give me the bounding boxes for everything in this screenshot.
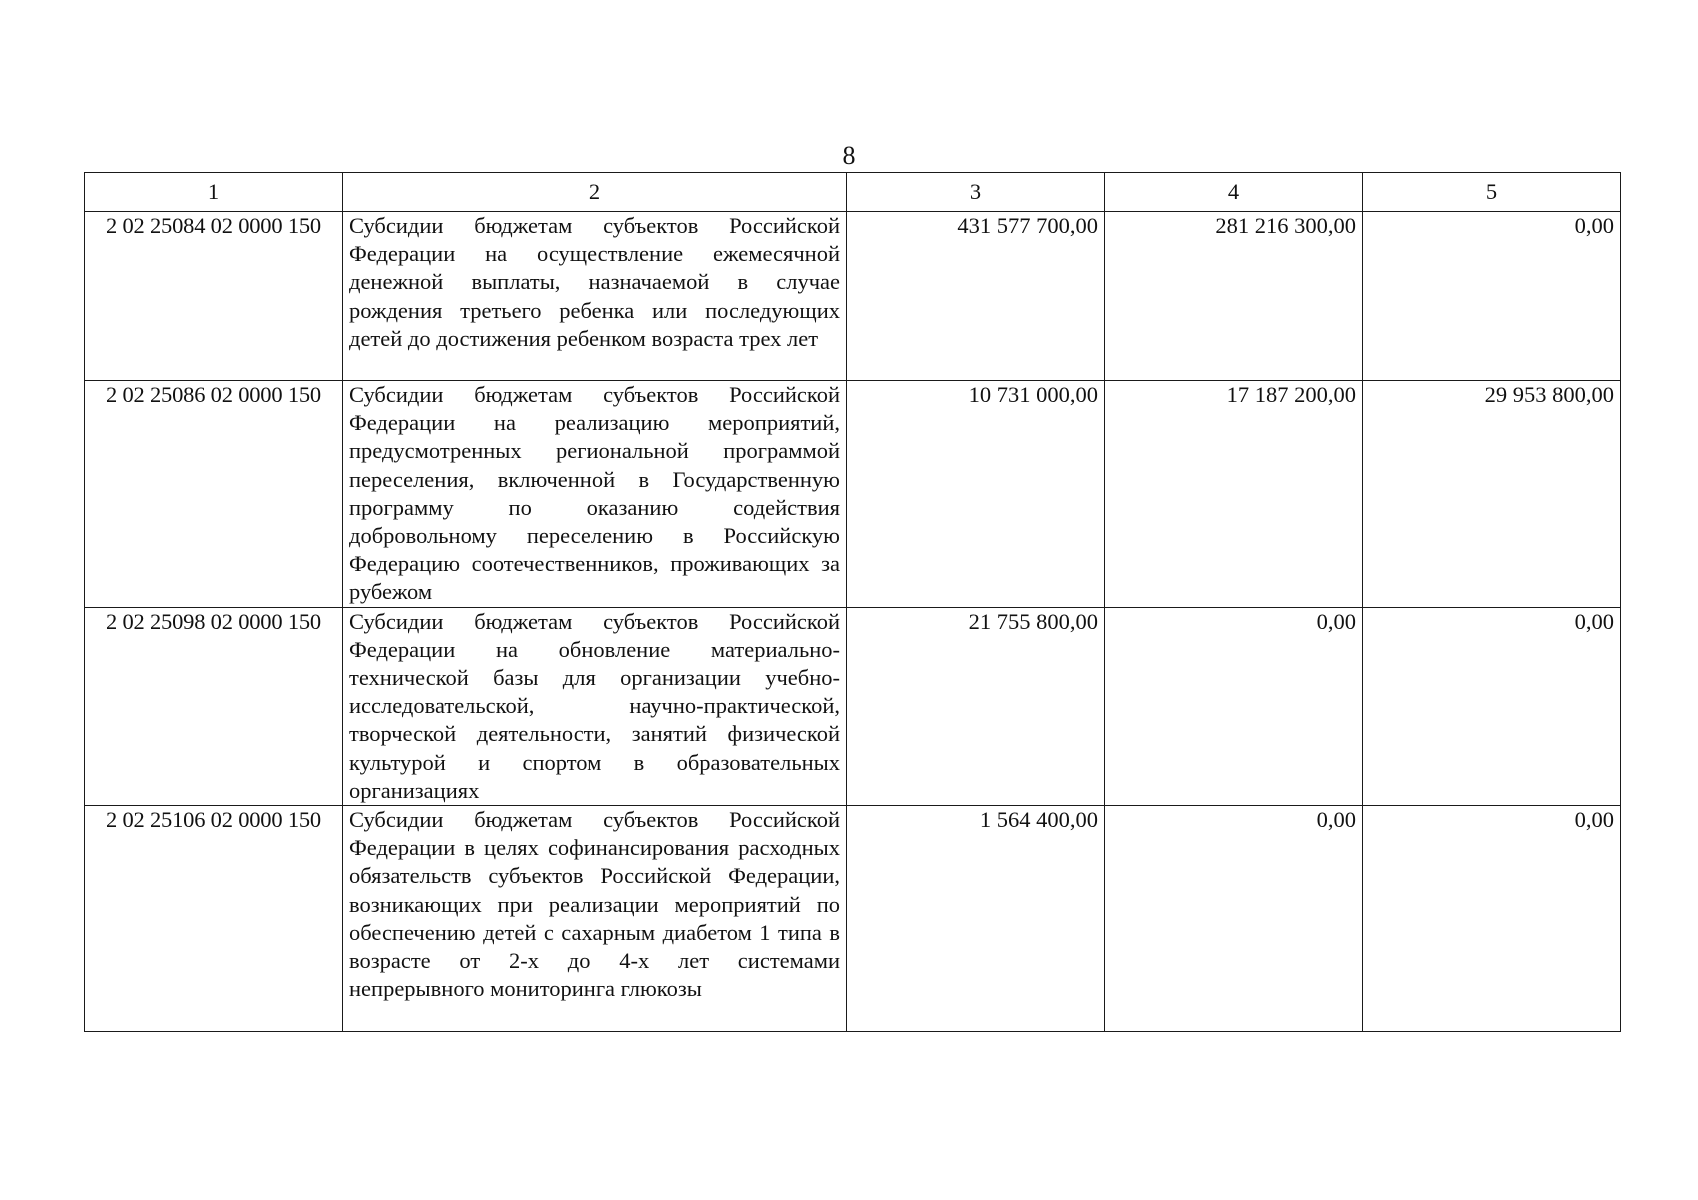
- amount-col4: 281 216 300,00: [1105, 212, 1363, 381]
- row-description: Субсидии бюджетам субъектов Российской Федерации на обновление материально-технической базы для организации учебно-исследовательской, научно-практической, творческой деятельности, занятий физической культурой и спортом в образовательных организациях: [343, 607, 847, 805]
- header-row: [85, 173, 1621, 212]
- amount-col4: 0,00: [1105, 806, 1363, 1032]
- table-row: [85, 381, 1621, 608]
- budget-code: 2 02 25098 02 0000 150: [85, 607, 343, 805]
- amount-col3: 21 755 800,00: [847, 607, 1105, 805]
- column-header-3: 3: [847, 173, 1105, 212]
- row-description: Субсидии бюджетам субъектов Российской Федерации на реализацию мероприятий, предусмотренных региональной программой переселения, включенной в Государственную программу по оказанию содействия добровольному переселению в Российскую Федерацию соотечественников, проживающих за рубежом: [343, 381, 847, 608]
- amount-col3: 431 577 700,00: [847, 212, 1105, 381]
- budget-table: [84, 172, 1621, 1032]
- amount-col4: 0,00: [1105, 607, 1363, 805]
- row-description: Субсидии бюджетам субъектов Российской Федерации на осуществление ежемесячной денежной выплаты, назначаемой в случае рождения третьего ребенка или последующих детей до достижения ребенком возраста трех лет: [343, 212, 847, 381]
- amount-col3: 10 731 000,00: [847, 381, 1105, 608]
- amount-col5: 0,00: [1363, 607, 1621, 805]
- budget-code: 2 02 25106 02 0000 150: [85, 806, 343, 1032]
- column-header-5: 5: [1363, 173, 1621, 212]
- amount-col5: 0,00: [1363, 806, 1621, 1032]
- page-number: 8: [842, 141, 856, 170]
- budget-code: 2 02 25086 02 0000 150: [85, 381, 343, 608]
- table-row: [85, 806, 1621, 1032]
- budget-code: 2 02 25084 02 0000 150: [85, 212, 343, 381]
- table-row: [85, 212, 1621, 381]
- amount-col5: 29 953 800,00: [1363, 381, 1621, 608]
- column-header-4: 4: [1105, 173, 1363, 212]
- row-description: Субсидии бюджетам субъектов Российской Федерации в целях софинансирования расходных обязательств субъектов Российской Федерации, возникающих при реализации мероприятий по обеспечению детей с сахарным диабетом 1 типа в возрасте от 2-х до 4-х лет системами непрерывного мониторинга глюкозы: [343, 806, 847, 1032]
- amount-col4: 17 187 200,00: [1105, 381, 1363, 608]
- column-header-1: 1: [85, 173, 343, 212]
- amount-col3: 1 564 400,00: [847, 806, 1105, 1032]
- table-row: [85, 607, 1621, 805]
- amount-col5: 0,00: [1363, 212, 1621, 381]
- column-header-2: 2: [343, 173, 847, 212]
